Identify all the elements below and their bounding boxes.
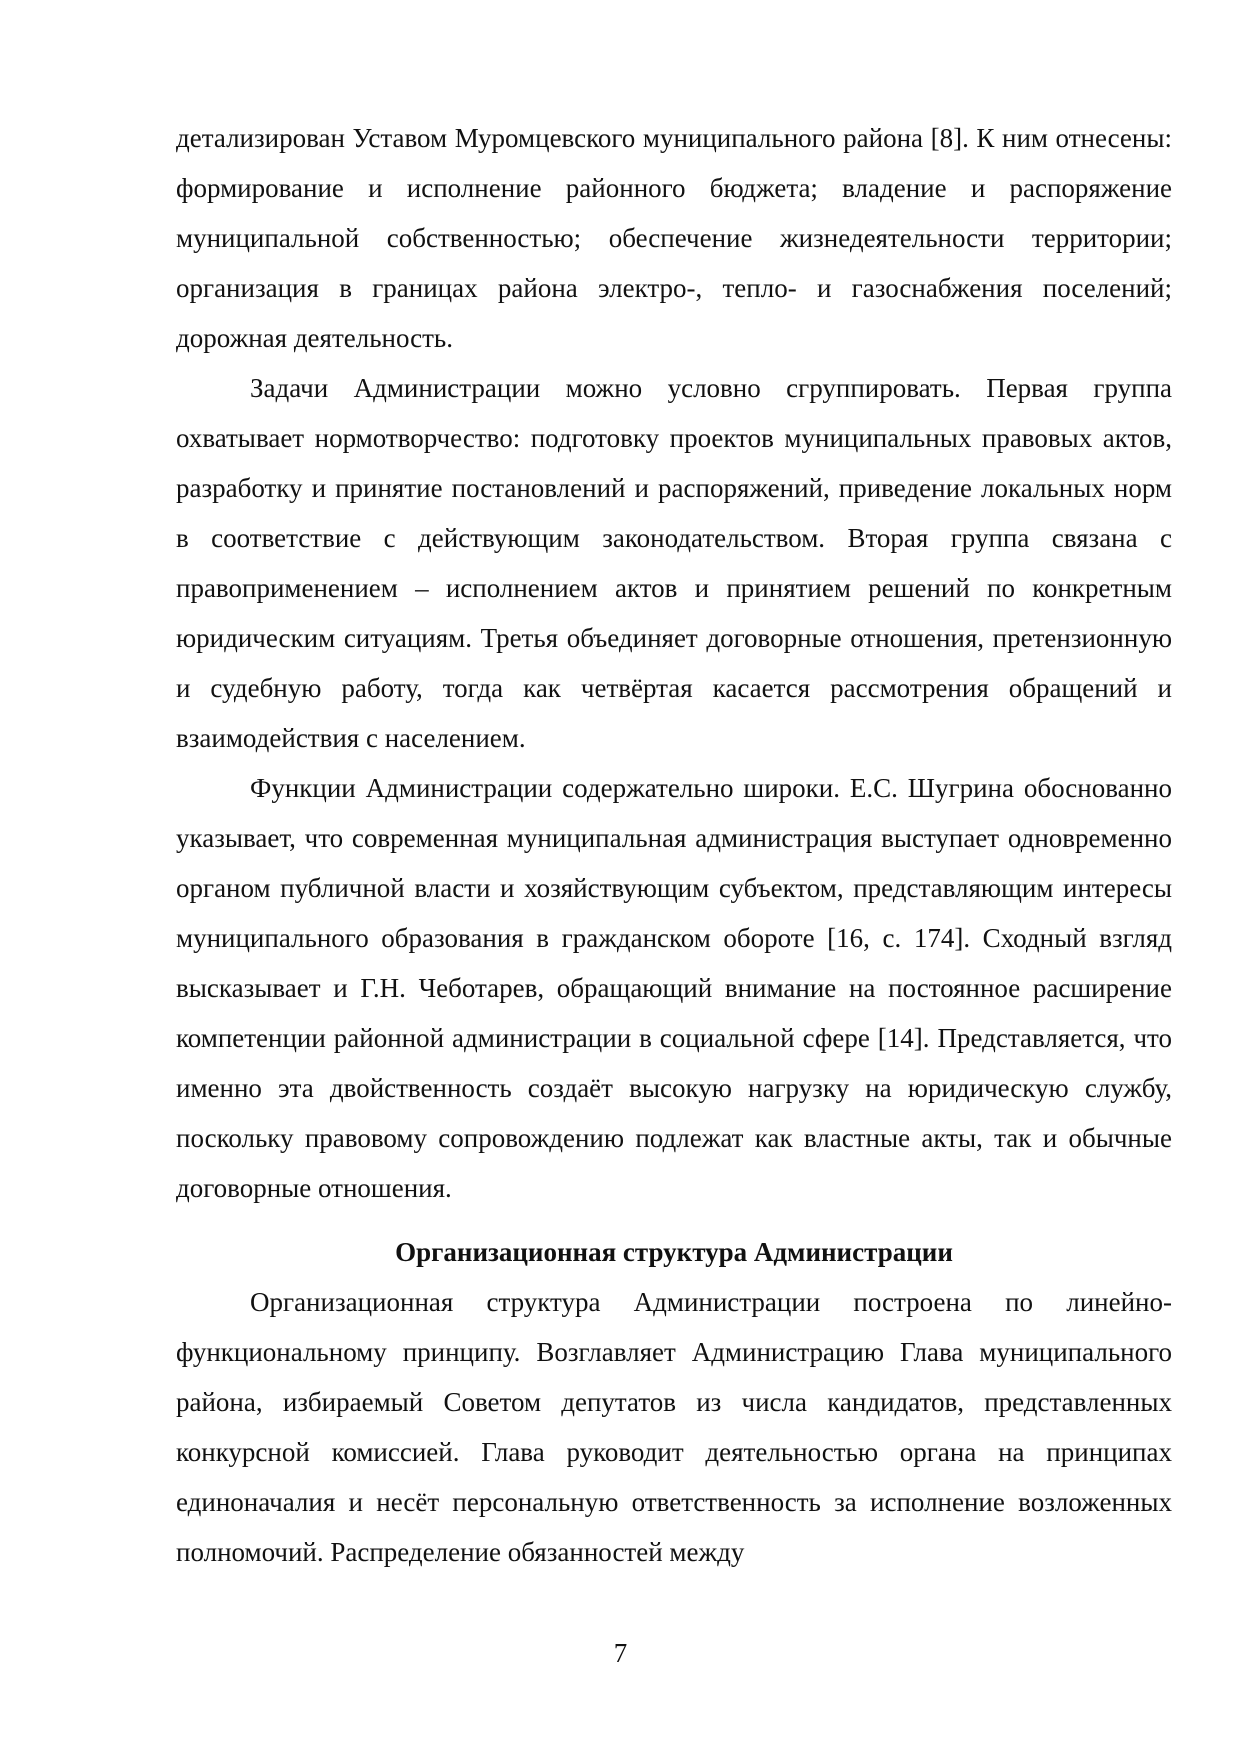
paragraph-continuation: детализирован Уставом Муромцевского муниципального района [8]. К ним отнесены: формирование и исполнение районного бюджета; владение и распоряжение муниципальной собственностью; обеспечение жизнедеятельности территории; организация в границах района электро-, тепло- и газоснабжения поселений; дорожная деятельность. (176, 123, 1172, 353)
text-column (176, 113, 1172, 1577)
page-number: 7 (613, 1638, 628, 1668)
paragraph-tasks: Задачи Администрации можно условно сгруппировать. Первая группа охватывает нормотворчество: подготовку проектов муниципальных правовых актов, разработку и принятие постановлений и распоряжений, приведение локальных норм в соответствие с действующим законодательством. Вторая группа связана с правоприменением – исполнением актов и принятием решений по конкретным юридическим ситуациям. Третья объединяет договорные отношения, претензионную и судебную работу, тогда как четвёртая касается рассмотрения обращений и взаимодействия с населением. (176, 373, 1172, 753)
section-heading: Организационная структура Администрации (395, 1237, 953, 1267)
paragraph-functions: Функции Администрации содержательно широки. Е.С. Шугрина обоснованно указывает, что современная муниципальная администрация выступает одновременно органом публичной власти и хозяйствующим субъектом, представляющим интересы муниципального образования в гражданском обороте [16, с. 174]. Сходный взгляд высказывает и Г.Н. Чеботарев, обращающий внимание на постоянное расширение компетенции районной администрации в социальной сфере [14]. Представляется, что именно эта двойственность создаёт высокую нагрузку на юридическую службу, поскольку правовому сопровождению подлежат как властные акты, так и обычные договорные отношения. (176, 773, 1172, 1203)
paragraph-structure: Организационная структура Администрации построена по линейно-функциональному принципу. Возглавляет Администрацию Глава муниципального района, избираемый Советом депутатов из числа кандидатов, представленных конкурсной комиссией. Глава руководит деятельностью органа на принципах единоначалия и несёт персональную ответственность за исполнение возложенных полномочий. Распределение обязанностей между (176, 1287, 1172, 1567)
